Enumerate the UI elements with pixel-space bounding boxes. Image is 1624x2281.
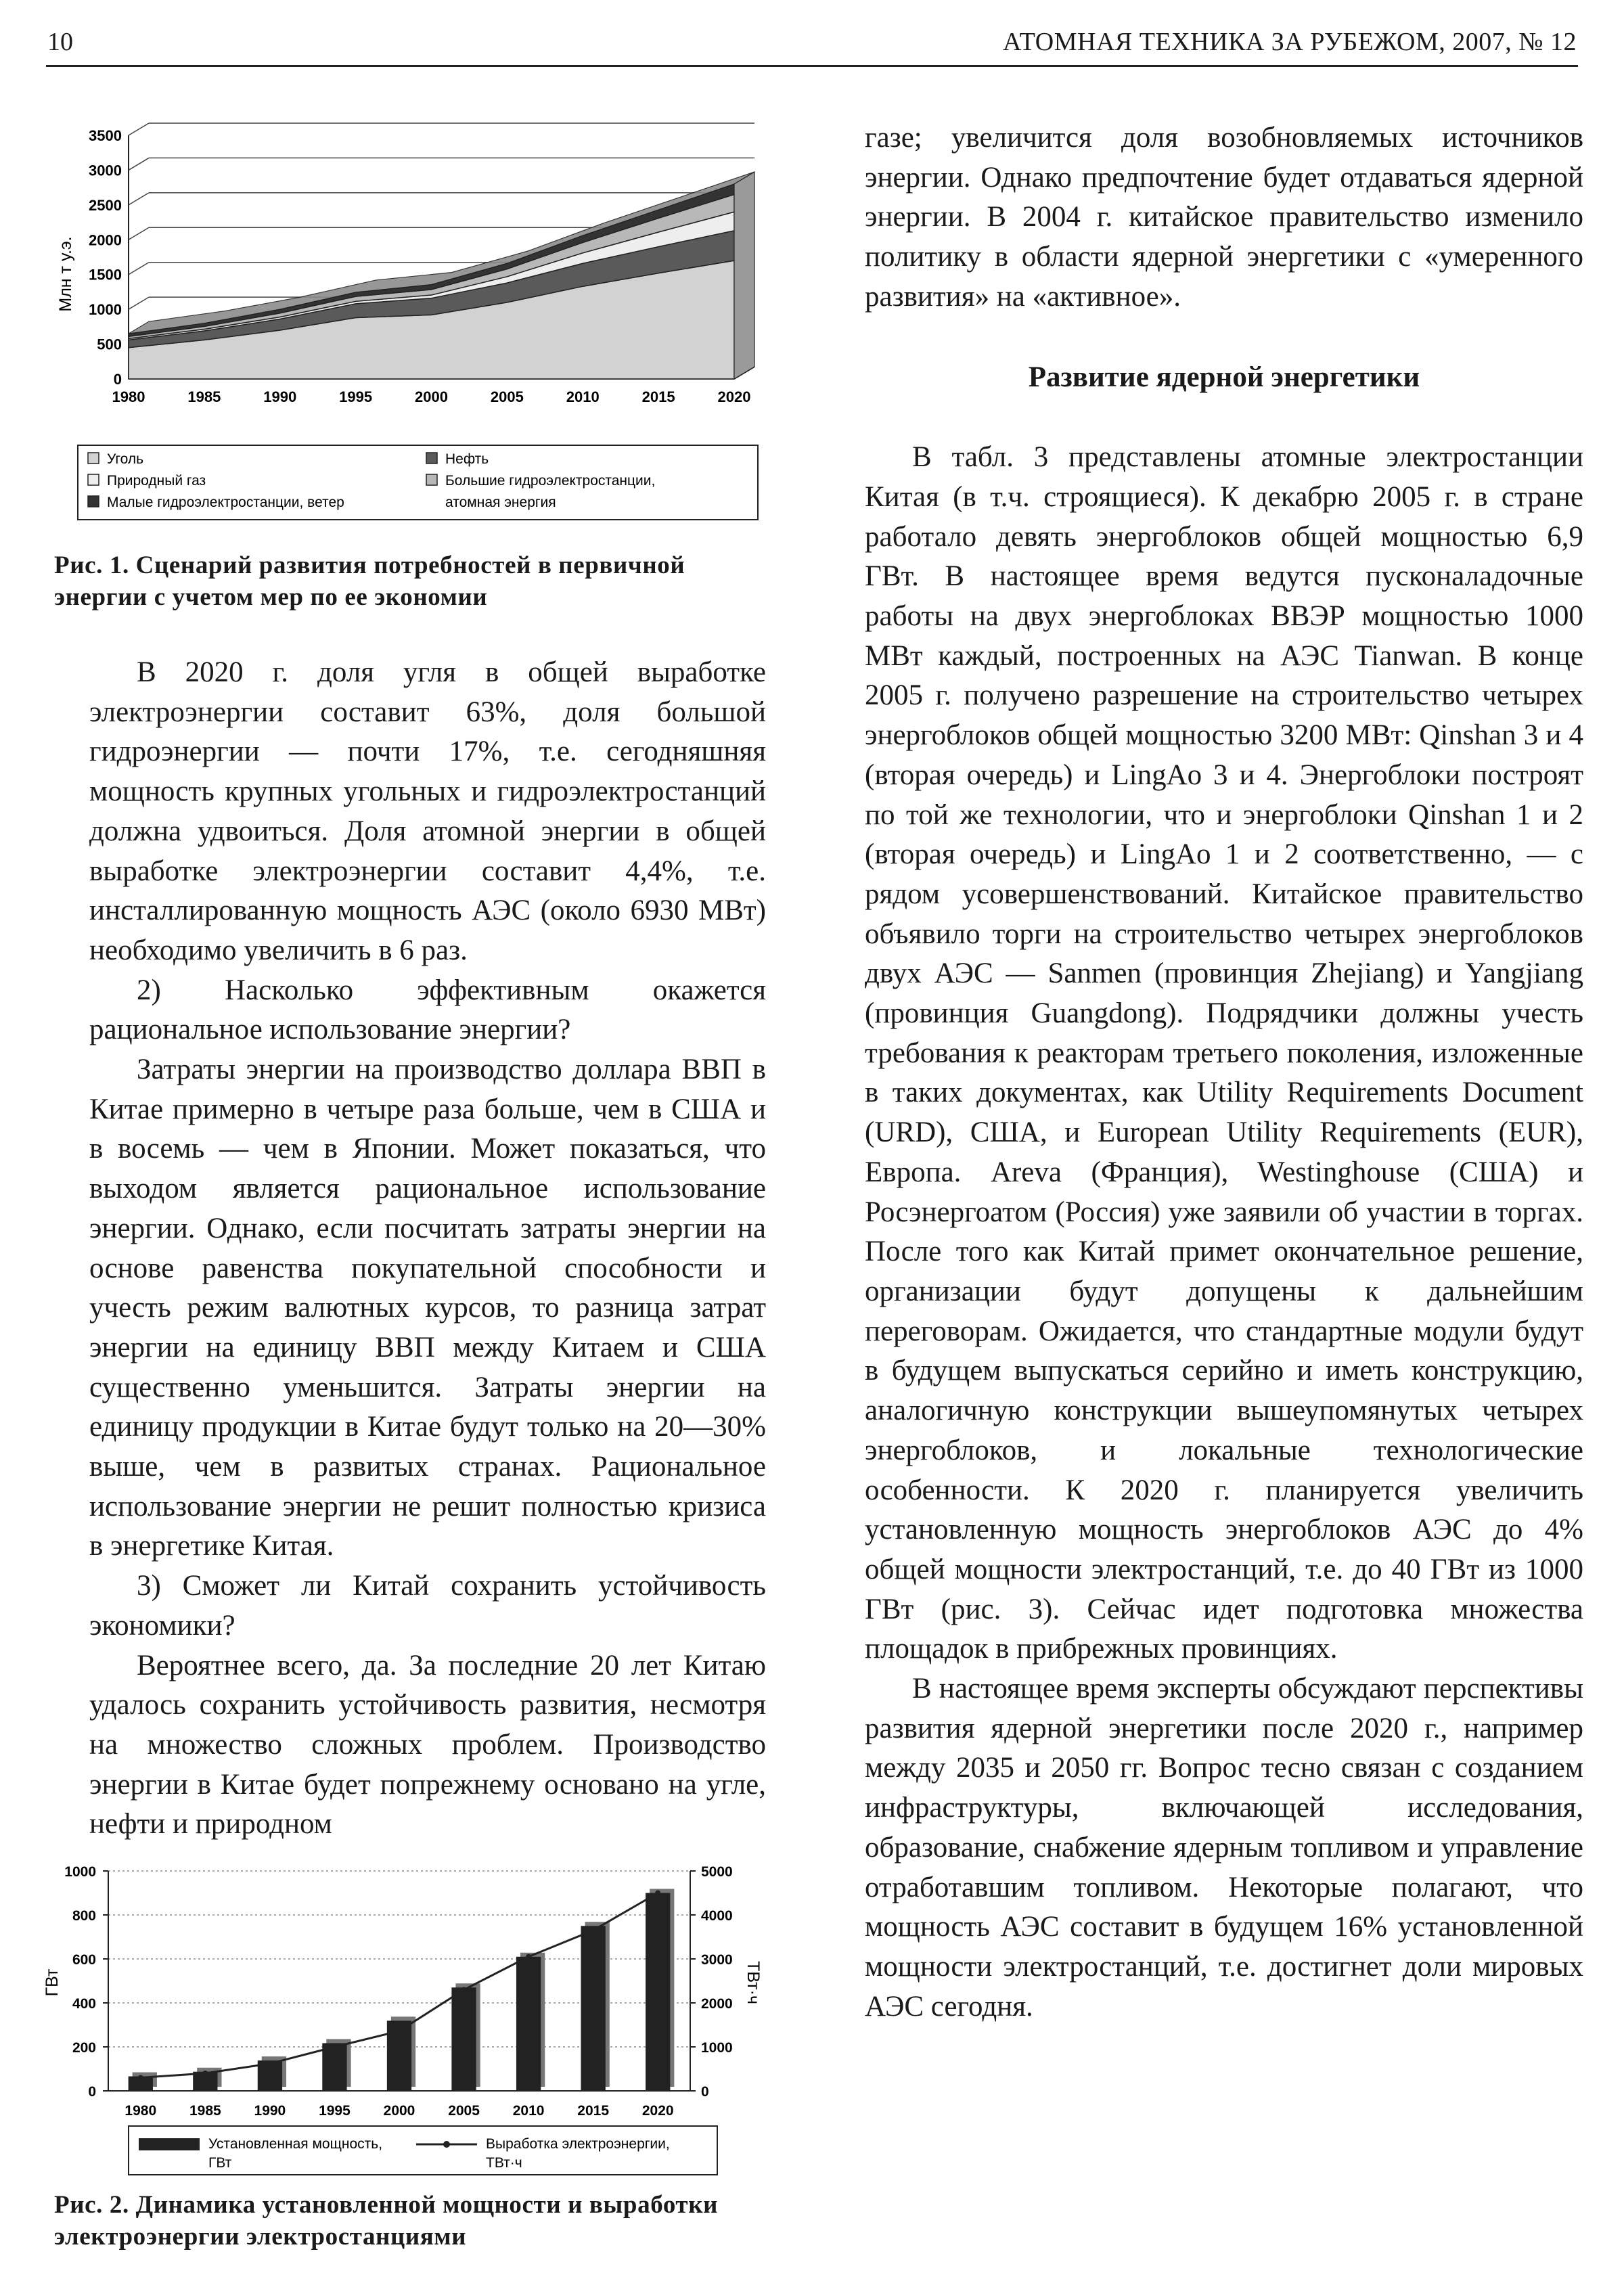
paragraph: 3) Сможет ли Китай сохранить устойчивость экономики? (89, 1570, 766, 1642)
y-tick-label: 0 (88, 2084, 96, 2100)
figure-1-chart (41, 122, 771, 528)
area-side-face (734, 172, 754, 379)
figure-2-y-ticks (64, 1864, 96, 2100)
line-point (526, 1954, 531, 1960)
section-heading: Развитие ядерной энергетики (1028, 361, 1420, 393)
left-column (89, 653, 766, 1845)
legend-swatch (88, 496, 99, 507)
x-tick-label: 1985 (189, 2103, 221, 2119)
gridline-diag (129, 263, 149, 275)
legend-label: ТВт·ч (486, 2155, 522, 2171)
y-tick-label: 200 (72, 2040, 96, 2056)
y-tick-label: 1000 (64, 1864, 96, 1880)
x-tick-label: 1980 (125, 2103, 157, 2119)
paragraph: В табл. 3 представлены атомные электростанции Китая (в т.ч. строящиеся). К декабрю 2005 г. в стране работало девять энергоблоков общей мощностью 6,9 ГВт. В настоящее время ведутся пусконаладочные работы на двух энергоблоках ВВЭР мощностью 1000 МВт каждый, построенных на АЭС Tianwan. В конце 2005 г. получено разрешение на строительство четырех энергоблоков общей мощностью 3200 МВт: Qinshan 3 и 4 (вторая очередь) и LingAo 3 и 4. Энергоблоки построят по той же технологии, что и энергоблоки Qinshan 1 и 2 (вторая очередь) и LingAo 1 и 2 соответственно, — с рядом усовершенствований. Китайское правительство объявило торги на строительство четырех энергоблоков двух АЭС — Sanmen (провинция Zhejiang) и Yangjiang (провинция Guangdong). Подрядчики должны учесть требования к реакторам третьего поколения, изложенные в таких документах, как Utility Requirements Document (URD), США, и European Utility Requirements (EUR), Европа. Areva (Франция), Westinghouse (США) и Росэнергоатом (Россия) уже заявили об участии в торгах. После того как Китай примет окончательное решение, организации будут допущены к дальнейшим переговорам. Ожидается, что стандартные модули будут в будущем выпускаться серийно и иметь конструкцию, аналогичную конструкции вышеупомянутых четырех энергоблоков, и локальные технологические особенности. К 2020 г. планируется увеличить установленную мощность энергоблоков АЭС до 4% общей мощности электростанций, т.е. до 40 ГВт из 1000 ГВт (рис. 3). Сейчас идет подготовка множества площадок в прибрежных провинциях. (865, 441, 1583, 1665)
x-tick-label: 2000 (415, 388, 448, 405)
legend-swatch (426, 453, 437, 464)
paragraph: газе; увеличится доля возобновляемых источников энергии. Однако предпочтение будет отдаваться ядерной энергии. В 2004 г. китайское правительство изменило политику в области ядерной энергетики с «умеренного развития» на «активное». (865, 122, 1583, 313)
figure-1-y-label: Млн т у.э. (56, 236, 75, 312)
bar (581, 1926, 606, 2091)
line-point (655, 1891, 660, 1896)
y-tick-label: 800 (72, 1908, 96, 1924)
x-tick-label: 1995 (339, 388, 373, 405)
y-tick-label: 1000 (89, 301, 122, 319)
legend-label: Малые гидроэлектростанции, ветер (107, 495, 344, 510)
y-tick-label: 2500 (89, 196, 122, 214)
bar (451, 1987, 476, 2091)
legend-label: Нефть (445, 451, 489, 467)
gridline-diag (129, 158, 149, 170)
legend-swatch (426, 474, 437, 485)
legend-swatch-point (443, 2141, 450, 2148)
figure-2-chart (41, 1861, 771, 2179)
legend-swatch (88, 453, 99, 464)
paragraph: Вероятнее всего, да. За последние 20 лет Китаю удалось сохранить устойчивость развития, несмотря на множество сложных проблем. Производство энергии в Китае будет попрежнему основано на угле, нефти и природном (89, 1649, 766, 1840)
y-tick-label: 400 (72, 1996, 96, 2012)
x-tick-label: 1985 (187, 388, 221, 405)
line-point (138, 2075, 143, 2081)
x-tick-label: 2015 (641, 388, 675, 405)
legend-label: Выработка электроэнергии, (486, 2136, 670, 2152)
line-point (267, 2061, 273, 2067)
paragraph: В 2020 г. доля угля в общей выработке электроэнергии составит 63%, доля большой гидроэнергии — почти 17%, т.е. сегодняшняя мощность крупных угольных и гидроэлектростанций должна удвоиться. Доля атомной энергии в общей выработке электроэнергии составит 4,4%, т.е. инсталлированную мощность АЭС (около 6930 МВт) необходимо увеличить в 6 раз. (89, 656, 766, 966)
figure-1-x-ticks (112, 388, 751, 405)
paragraph: Затраты энергии на производство доллара ВВП в Китае примерно в четыре раза больше, чем в США и в восемь — чем в Японии. Может показаться, что выходом является рациональное использование энергии. Однако, если посчитать затраты энергии на основе равенства покупательной способности и учесть режим валютных курсов, то разница затрат энергии на единицу ВВП между Китаем и США существенно уменьшится. Затраты энергии на единицу продукции в Китае будут только на 20—30% выше, чем в развитых странах. Рациональное использование энергии не решит полностью кризиса в энергетике Китая. (89, 1054, 766, 1562)
figure-1-layers (129, 172, 754, 379)
y-tick-label: 500 (97, 336, 122, 353)
y-tick-label: 3500 (89, 127, 122, 144)
y2-tick-label: 3000 (701, 1952, 733, 1968)
y-tick-label: 2000 (89, 231, 122, 249)
x-tick-label: 1980 (112, 388, 145, 405)
x-tick-label: 2005 (448, 2103, 480, 2119)
bar (516, 1957, 541, 2091)
y2-tick-label: 1000 (701, 2040, 733, 2056)
x-tick-label: 2005 (490, 388, 524, 405)
x-tick-label: 2010 (566, 388, 600, 405)
figure-2-x-ticks (125, 2103, 673, 2119)
legend-label: Природный газ (107, 473, 206, 489)
y2-tick-label: 2000 (701, 1996, 733, 2012)
line-point (332, 2044, 337, 2050)
x-tick-label: 2015 (577, 2103, 610, 2119)
paragraph: В настоящее время эксперты обсуждают перспективы развития ядерной энергетики после 2020 г., например между 2035 и 2050 гг. Вопрос тесно связан с созданием инфраструктуры, включающей исследования, образование, снабжение ядерным топливом и управление отработавшим топливом. Некоторые полагают, что мощность АЭС составит в будущем 16% установленной мощности электростанций, т.е. достигнет доли мировых АЭС сегодня. (865, 1673, 1583, 2023)
y2-tick-label: 0 (701, 2084, 709, 2100)
line-point (202, 2071, 208, 2076)
legend-label: Установленная мощность, (208, 2136, 383, 2152)
x-tick-label: 2000 (383, 2103, 415, 2119)
x-tick-label: 2020 (717, 388, 751, 405)
x-tick-label: 2020 (641, 2103, 674, 2119)
figure-2-caption: Рис. 2. Динамика установленной мощности и выработки электроэнергии электростанциями (54, 2191, 719, 2251)
x-tick-label: 1990 (263, 388, 297, 405)
legend-label: Большие гидроэлектростанции, атомная энергия (445, 473, 656, 510)
y-tick-label: 3000 (89, 162, 122, 179)
x-tick-label: 1995 (319, 2103, 351, 2119)
legend-label: Уголь (107, 451, 144, 467)
line-point (591, 1928, 596, 1933)
figure-2-y2-label: ТВт·ч (744, 1961, 763, 2004)
figure-2-y-label: ГВт (43, 1968, 62, 1997)
figure-2-y2-ticks (701, 1864, 733, 2100)
bar (322, 2043, 346, 2091)
y-tick-label: 0 (113, 371, 122, 388)
y-tick-label: 600 (72, 1952, 96, 1968)
bar (646, 1893, 670, 2092)
right-column (865, 118, 1583, 2027)
x-tick-label: 1990 (254, 2103, 286, 2119)
journal-title: АТОМНАЯ ТЕХНИКА ЗА РУБЕЖОМ, 2007, № 12 (1002, 28, 1577, 56)
line-point (461, 1987, 467, 1993)
y2-tick-label: 5000 (701, 1864, 733, 1880)
y2-tick-label: 4000 (701, 1908, 733, 1924)
y-tick-label: 1500 (89, 266, 122, 284)
legend-swatch (88, 474, 99, 485)
legend-label: ГВт (208, 2155, 232, 2171)
gridline-diag (129, 297, 149, 309)
page-number: 10 (47, 28, 73, 56)
header-rule (46, 65, 1578, 67)
figure-1-y-ticks (89, 127, 122, 388)
gridline-diag (129, 123, 149, 135)
figure-2-bars (129, 1889, 675, 2092)
figure-1-caption: Рис. 1. Сценарий развития потребностей в первичной энергии с учетом мер по ее экономии (54, 551, 685, 611)
gridline-diag (129, 227, 149, 240)
line-point (397, 2029, 402, 2034)
gridline-diag (129, 193, 149, 205)
paragraph: 2) Насколько эффективным окажется рациональное использование энергии? (89, 974, 766, 1046)
x-tick-label: 2010 (512, 2103, 545, 2119)
legend-swatch-bar (139, 2138, 200, 2150)
